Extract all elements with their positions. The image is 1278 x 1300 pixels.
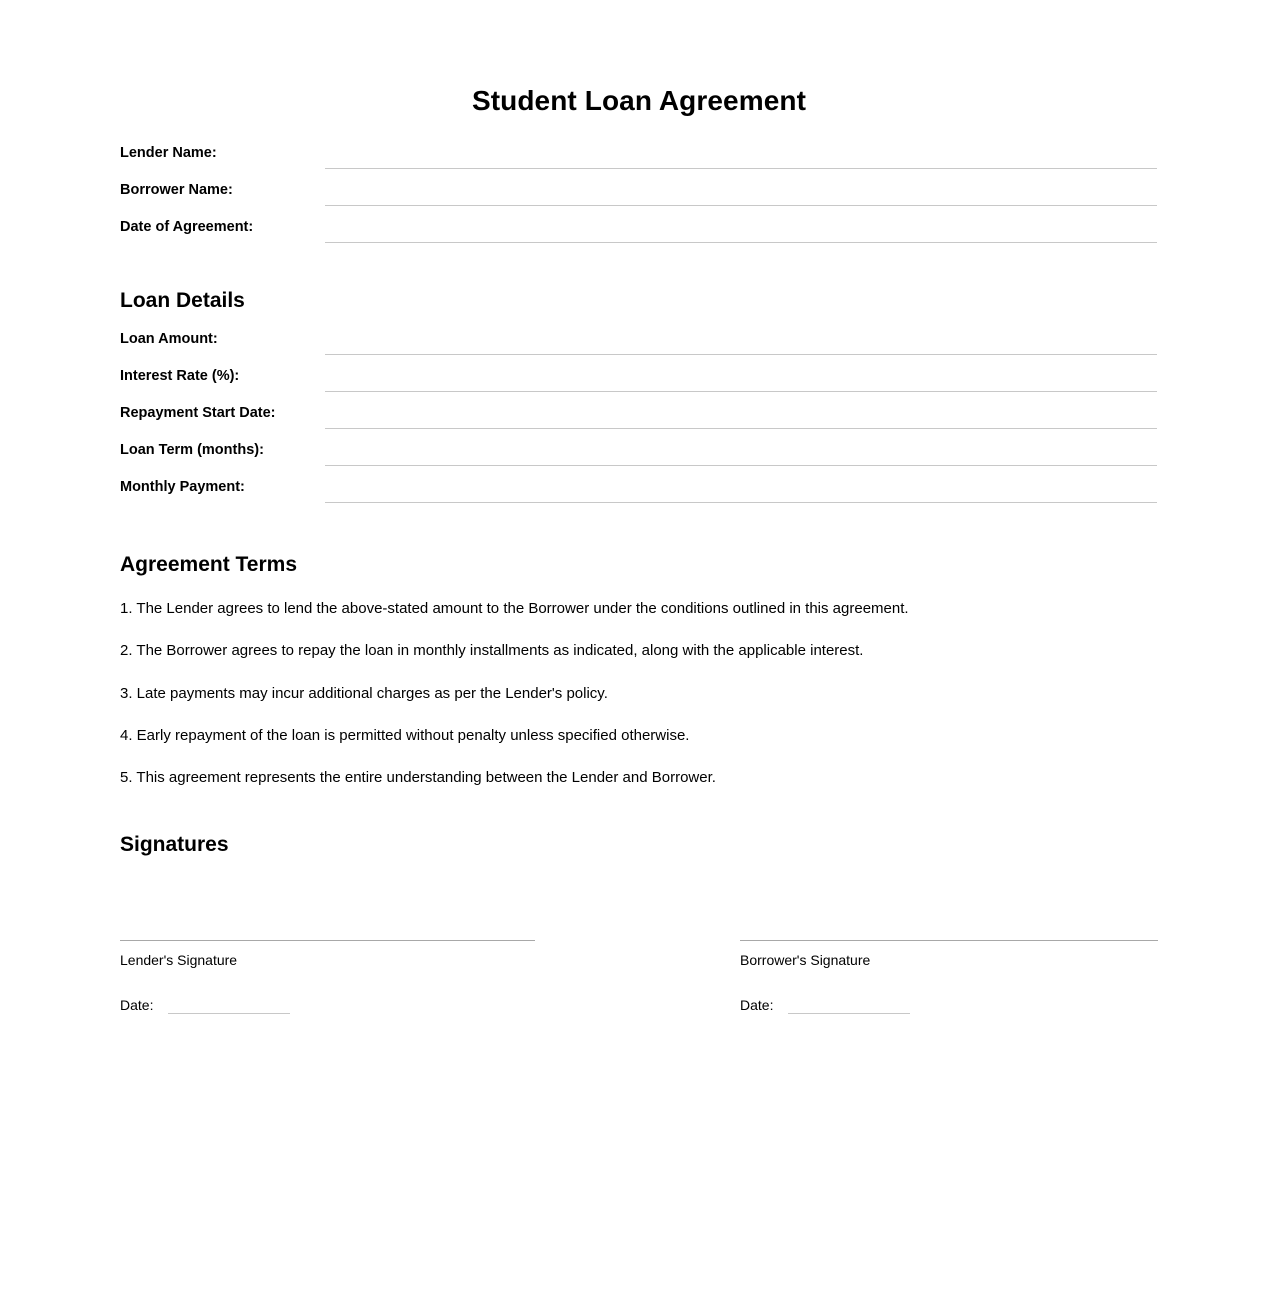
agreement-terms-heading: Agreement Terms (120, 552, 298, 576)
loan-details-section (120, 325, 1158, 510)
loan-amount-label: Loan Amount: (120, 330, 218, 347)
monthly-payment-label: Monthly Payment: (120, 478, 245, 495)
borrower-name-input[interactable] (325, 176, 1157, 206)
document-content (120, 0, 1158, 1050)
form-row-monthly-payment (120, 473, 1158, 510)
lender-signature-caption: Lender's Signature (120, 951, 238, 968)
monthly-payment-input[interactable] (325, 473, 1157, 503)
parties-section (120, 139, 1158, 250)
signatures-heading: Signatures (120, 833, 229, 857)
borrower-signature-caption: Borrower's Signature (740, 951, 871, 968)
form-row-repayment-start-date (120, 399, 1158, 436)
loan-amount-input[interactable] (325, 325, 1157, 355)
loan-term-label: Loan Term (months): (120, 441, 264, 458)
borrower-signature-line[interactable] (740, 940, 1158, 941)
lender-date-input[interactable] (168, 997, 290, 1014)
date-of-agreement-label: Date of Agreement: (120, 218, 254, 235)
borrower-name-label: Borrower Name: (120, 181, 233, 198)
repayment-start-date-label: Repayment Start Date: (120, 404, 276, 421)
lender-signature-block (120, 940, 535, 1014)
form-row-date-of-agreement (120, 213, 1158, 250)
term-item: 5. This agreement represents the entire understanding between the Lender and Borrower. (120, 769, 716, 787)
term-item: 3. Late payments may incur additional charges as per the Lender's policy. (120, 684, 608, 702)
borrower-date-input[interactable] (788, 997, 910, 1014)
form-row-loan-amount (120, 325, 1158, 362)
signatures-section (120, 940, 1158, 1050)
borrower-date-row (740, 996, 1158, 1014)
lender-date-row (120, 996, 535, 1014)
interest-rate-input[interactable] (325, 362, 1157, 392)
agreement-terms-list (120, 599, 1158, 788)
lender-name-input[interactable] (325, 139, 1157, 169)
term-item: 1. The Lender agrees to lend the above-stated amount to the Borrower under the conditions outlined in this agreement. (120, 600, 909, 618)
form-row-borrower-name (120, 176, 1158, 213)
page-title: Student Loan Agreement (471, 85, 807, 116)
repayment-start-date-input[interactable] (325, 399, 1157, 429)
lender-signature-line[interactable] (120, 940, 535, 941)
form-row-interest-rate (120, 362, 1158, 399)
term-item: 4. Early repayment of the loan is permitted without penalty unless specified otherwise. (120, 726, 690, 744)
lender-date-label: Date: (120, 996, 154, 1013)
form-row-lender-name (120, 139, 1158, 176)
borrower-signature-block (740, 940, 1158, 1014)
loan-details-heading: Loan Details (120, 288, 245, 312)
lender-name-label: Lender Name: (120, 144, 217, 161)
term-item: 2. The Borrower agrees to repay the loan in monthly installments as indicated, along with the applicable interest. (120, 642, 864, 660)
date-of-agreement-input[interactable] (325, 213, 1157, 243)
interest-rate-label: Interest Rate (%): (120, 367, 240, 384)
form-row-loan-term (120, 436, 1158, 473)
loan-term-input[interactable] (325, 436, 1157, 466)
borrower-date-label: Date: (740, 996, 774, 1013)
